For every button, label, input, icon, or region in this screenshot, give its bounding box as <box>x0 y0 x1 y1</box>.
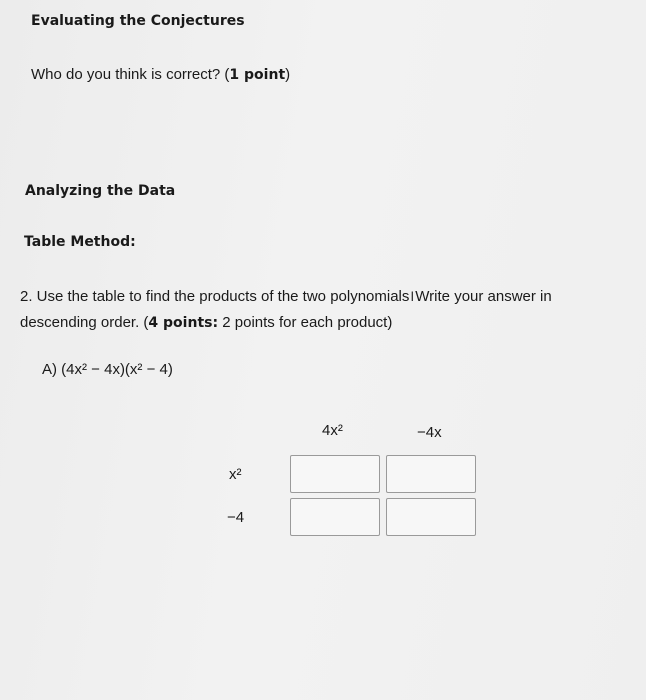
text-cursor-icon: I <box>410 288 415 304</box>
col-header-1: 4x² <box>322 422 343 439</box>
part-a-expression: (4x² − 4x)(x² − 4) <box>61 361 173 378</box>
row-header-2: −4 <box>227 509 245 526</box>
problem-text-2b: 2 points for each product) <box>218 314 393 331</box>
answer-cell-r2c2[interactable] <box>386 498 476 536</box>
answer-cell-r1c2[interactable] <box>386 455 476 493</box>
problem-text-2a: descending order. ( <box>20 314 149 331</box>
question-points: 1 point <box>229 67 286 83</box>
section-subtitle-table-method: Table Method: <box>24 234 136 250</box>
row-header-1: x² <box>229 466 242 483</box>
part-a-label: A) <box>42 361 62 378</box>
problem-text-1b: Write your answer in <box>415 288 552 305</box>
answer-cell-r2c1[interactable] <box>290 498 380 536</box>
question-close: ) <box>285 66 291 83</box>
problem-line-2 <box>20 314 392 331</box>
col-header-2: −4x <box>417 424 442 441</box>
section-title-analyzing: Analyzing the Data <box>25 183 176 199</box>
problem-points: 4 points: <box>148 315 219 331</box>
answer-cell-r1c1[interactable] <box>290 455 380 493</box>
question-text: Who do you think is correct? ( <box>31 66 230 83</box>
problem-text-1a: 2. Use the table to find the products of the two polynomials <box>20 288 410 305</box>
problem-line-1 <box>20 288 620 305</box>
question-line <box>31 66 290 83</box>
part-a-expression-line <box>42 361 173 378</box>
section-title-conjectures: Evaluating the Conjectures <box>31 13 245 29</box>
